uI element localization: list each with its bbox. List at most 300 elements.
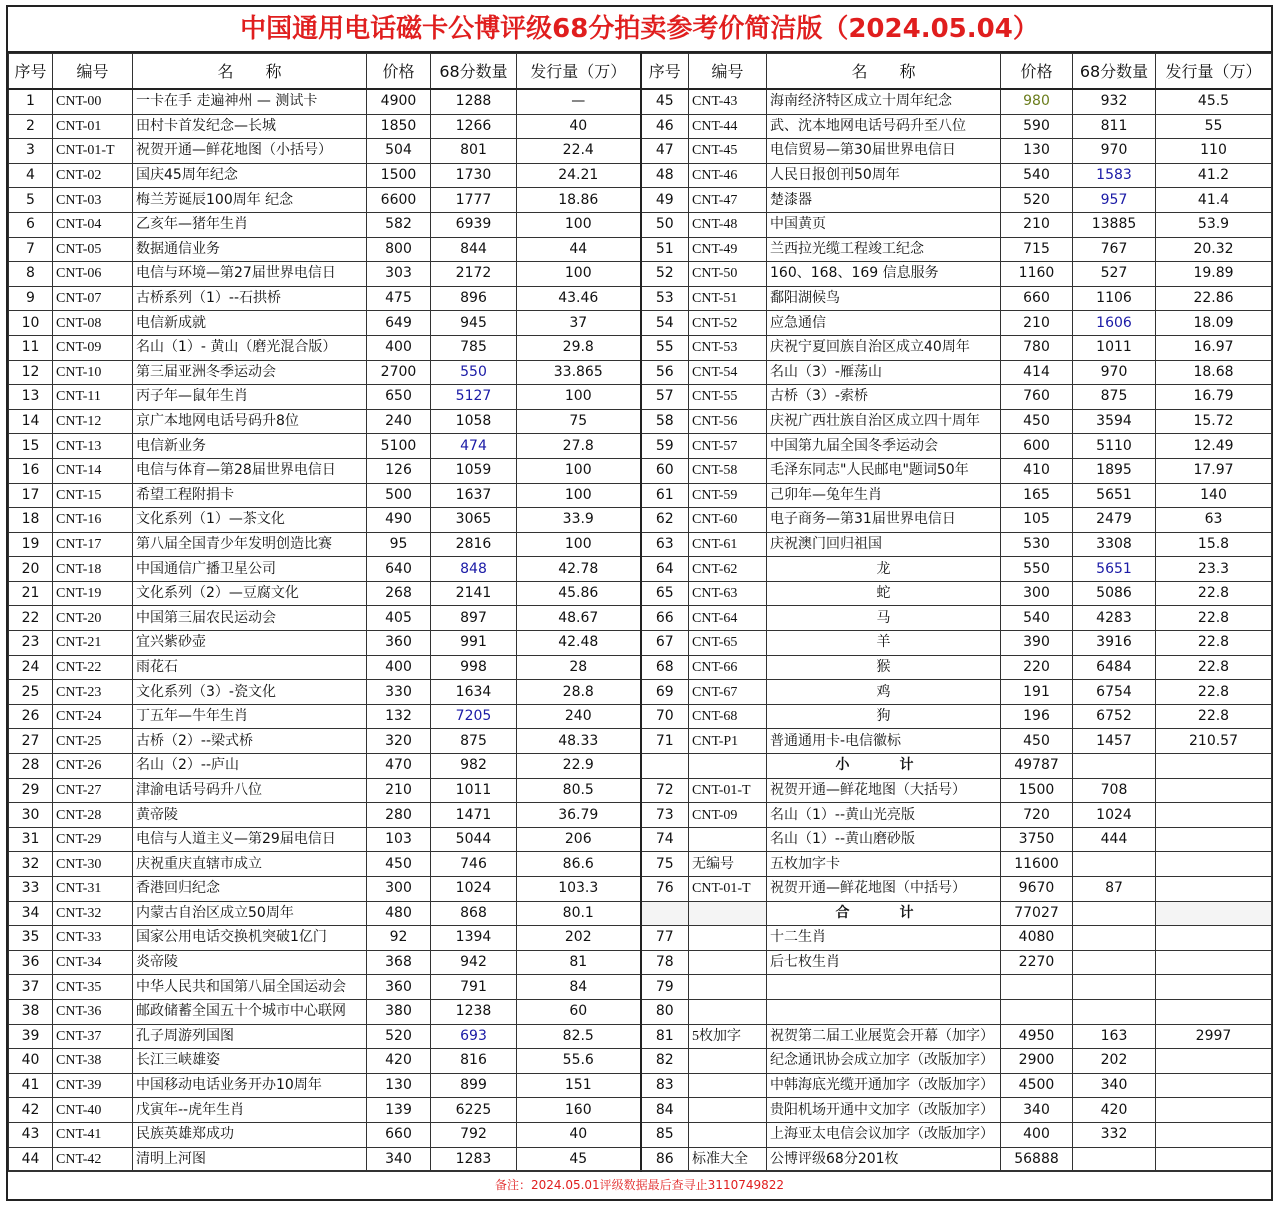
table-row (9, 434, 1272, 459)
card-qty: 163 (1073, 1024, 1156, 1049)
header-no: 序号 (641, 54, 689, 90)
row-number: 30 (9, 803, 53, 828)
card-price: 6600 (367, 188, 431, 213)
card-code: CNT-66 (689, 655, 767, 680)
card-issue: 22.4 (517, 139, 641, 164)
card-name: 一卡在手 走遍神州 — 测试卡 (133, 89, 367, 114)
card-name (767, 999, 1001, 1024)
card-qty (1073, 926, 1156, 951)
card-price: 210 (367, 778, 431, 803)
table-row (9, 483, 1272, 508)
empty-cell (689, 901, 767, 926)
card-price: 303 (367, 262, 431, 287)
card-issue: 110 (1156, 139, 1272, 164)
card-price: 280 (367, 803, 431, 828)
header-qty: 68分数量 (431, 54, 517, 90)
table-row (9, 360, 1272, 385)
row-number: 48 (641, 163, 689, 188)
card-issue: 45.86 (517, 581, 641, 606)
card-name: 香港回归纪念 (133, 877, 367, 902)
card-name: 普通通用卡-电信徽标 (767, 729, 1001, 754)
card-qty: 13885 (1073, 212, 1156, 237)
card-price: 504 (367, 139, 431, 164)
card-qty: 1777 (431, 188, 517, 213)
card-code: CNT-65 (689, 631, 767, 656)
table-row (9, 1024, 1272, 1049)
table-row (9, 950, 1272, 975)
empty-cell (1073, 754, 1156, 779)
card-issue: 100 (517, 458, 641, 483)
card-qty: 998 (431, 655, 517, 680)
table-row (9, 581, 1272, 606)
header-issue: 发行量（万） (517, 54, 641, 90)
card-price: 600 (1001, 434, 1073, 459)
card-code (689, 1049, 767, 1074)
table-row (9, 311, 1272, 336)
card-issue (1156, 1049, 1272, 1074)
card-qty: 1730 (431, 163, 517, 188)
card-price: 95 (367, 532, 431, 557)
card-price: 649 (367, 311, 431, 336)
card-name: 宜兴紫砂壶 (133, 631, 367, 656)
card-qty (1073, 852, 1156, 877)
card-price: 340 (1001, 1098, 1073, 1123)
card-code: CNT-62 (689, 557, 767, 582)
card-price: 520 (367, 1024, 431, 1049)
card-issue: 18.68 (1156, 360, 1272, 385)
card-issue: 28.8 (517, 680, 641, 705)
card-price: 490 (367, 508, 431, 533)
card-name: 雨花石 (133, 655, 367, 680)
card-qty: 3065 (431, 508, 517, 533)
table-row (9, 754, 1272, 779)
card-issue (1156, 852, 1272, 877)
row-number: 8 (9, 262, 53, 287)
card-issue: 84 (517, 975, 641, 1000)
card-issue (1156, 950, 1272, 975)
card-name: 田村卡首发纪念—长城 (133, 114, 367, 139)
row-number: 27 (9, 729, 53, 754)
row-number: 25 (9, 680, 53, 705)
subtotal-value: 49787 (1001, 754, 1073, 779)
card-qty: 746 (431, 852, 517, 877)
row-number: 24 (9, 655, 53, 680)
card-code: CNT-58 (689, 458, 767, 483)
row-number: 1 (9, 89, 53, 114)
card-price: 480 (367, 901, 431, 926)
card-issue (1156, 1098, 1272, 1123)
card-name: 160、168、169 信息服务 (767, 262, 1001, 287)
card-price: 360 (367, 631, 431, 656)
row-number: 23 (9, 631, 53, 656)
card-name: 名山（3）-雁荡山 (767, 360, 1001, 385)
card-qty: 420 (1073, 1098, 1156, 1123)
card-price: 3750 (1001, 827, 1073, 852)
card-name: 国庆45周年纪念 (133, 163, 367, 188)
card-qty: 816 (431, 1049, 517, 1074)
card-issue: 22.8 (1156, 606, 1272, 631)
row-number: 4 (9, 163, 53, 188)
row-number: 80 (641, 999, 689, 1024)
table-row (9, 926, 1272, 951)
card-name: 数据通信业务 (133, 237, 367, 262)
card-qty: 87 (1073, 877, 1156, 902)
header-price: 价格 (367, 54, 431, 90)
row-number: 18 (9, 508, 53, 533)
card-name: 人民日报创刊50周年 (767, 163, 1001, 188)
card-issue: 45 (517, 1147, 641, 1172)
card-price: 92 (367, 926, 431, 951)
card-code: CNT-21 (53, 631, 133, 656)
card-price: 470 (367, 754, 431, 779)
card-price: 9670 (1001, 877, 1073, 902)
card-price: 500 (367, 483, 431, 508)
card-issue: 33.9 (517, 508, 641, 533)
card-name: 文化系列（3）-瓷文化 (133, 680, 367, 705)
card-issue (1156, 926, 1272, 951)
card-name: 文化系列（2）—豆腐文化 (133, 581, 367, 606)
card-issue: 100 (517, 212, 641, 237)
card-code: CNT-44 (689, 114, 767, 139)
row-number: 39 (9, 1024, 53, 1049)
page-title: 中国通用电话磁卡公博评级68分拍卖参考价简洁版（2024.05.04） (8, 7, 1271, 53)
card-name: 黄帝陵 (133, 803, 367, 828)
card-code: 标准大全 (689, 1147, 767, 1172)
card-code: CNT-31 (53, 877, 133, 902)
card-price: 4500 (1001, 1073, 1073, 1098)
table-row (9, 803, 1272, 828)
card-code: CNT-00 (53, 89, 133, 114)
card-name: 电信新业务 (133, 434, 367, 459)
card-qty: 1606 (1073, 311, 1156, 336)
row-number: 41 (9, 1073, 53, 1098)
row-number: 75 (641, 852, 689, 877)
card-code: CNT-41 (53, 1122, 133, 1147)
card-issue: 28 (517, 655, 641, 680)
row-number: 5 (9, 188, 53, 213)
row-number: 47 (641, 139, 689, 164)
empty-cell (641, 754, 689, 779)
card-issue: 206 (517, 827, 641, 852)
card-issue: 18.09 (1156, 311, 1272, 336)
card-price: 720 (1001, 803, 1073, 828)
row-number: 50 (641, 212, 689, 237)
row-number: 68 (641, 655, 689, 680)
card-issue (1156, 827, 1272, 852)
card-issue: 22.8 (1156, 704, 1272, 729)
card-issue: 43.46 (517, 286, 641, 311)
card-qty: 1471 (431, 803, 517, 828)
card-code: CNT-08 (53, 311, 133, 336)
card-name: 鄱阳湖候鸟 (767, 286, 1001, 311)
card-code: CNT-26 (53, 754, 133, 779)
table-row (9, 237, 1272, 262)
card-issue: 15.72 (1156, 409, 1272, 434)
row-number: 26 (9, 704, 53, 729)
card-code: CNT-09 (689, 803, 767, 828)
card-qty: 844 (431, 237, 517, 262)
card-name: 电信贸易—第30届世界电信日 (767, 139, 1001, 164)
table-row (9, 1122, 1272, 1147)
card-price (1001, 999, 1073, 1024)
row-number: 13 (9, 385, 53, 410)
card-code: CNT-63 (689, 581, 767, 606)
card-issue: 22.8 (1156, 655, 1272, 680)
card-code: 无编号 (689, 852, 767, 877)
card-price: 640 (367, 557, 431, 582)
table-row (9, 975, 1272, 1000)
table-row (9, 139, 1272, 164)
card-price: 4080 (1001, 926, 1073, 951)
card-issue (1156, 999, 1272, 1024)
card-price: 220 (1001, 655, 1073, 680)
card-qty: 991 (431, 631, 517, 656)
card-price: 103 (367, 827, 431, 852)
table-row (9, 1147, 1272, 1172)
card-name: 国家公用电话交换机突破1亿门 (133, 926, 367, 951)
row-number: 31 (9, 827, 53, 852)
card-price: 5100 (367, 434, 431, 459)
card-price: 330 (367, 680, 431, 705)
card-price: 660 (367, 1122, 431, 1147)
card-issue: 42.48 (517, 631, 641, 656)
row-number: 84 (641, 1098, 689, 1123)
card-name: 古桥（2）--梁式桥 (133, 729, 367, 754)
card-name: 庆祝重庆直辖市成立 (133, 852, 367, 877)
card-qty: 6484 (1073, 655, 1156, 680)
card-issue: 27.8 (517, 434, 641, 459)
card-qty: 896 (431, 286, 517, 311)
card-price: 400 (367, 335, 431, 360)
card-qty: 899 (431, 1073, 517, 1098)
row-number: 76 (641, 877, 689, 902)
card-qty: 785 (431, 335, 517, 360)
card-issue: 81 (517, 950, 641, 975)
card-qty: 1024 (1073, 803, 1156, 828)
card-code: CNT-24 (53, 704, 133, 729)
card-price: 540 (1001, 606, 1073, 631)
card-name: 戊寅年--虎年生肖 (133, 1098, 367, 1123)
row-number: 12 (9, 360, 53, 385)
row-number: 38 (9, 999, 53, 1024)
table-row (9, 458, 1272, 483)
card-name: 公博评级68分201枚 (767, 1147, 1001, 1172)
card-code (689, 926, 767, 951)
card-issue: 140 (1156, 483, 1272, 508)
card-name: 电信新成就 (133, 311, 367, 336)
card-code: CNT-01 (53, 114, 133, 139)
card-code (689, 1073, 767, 1098)
card-issue: 100 (517, 385, 641, 410)
card-name: 文化系列（1）—茶文化 (133, 508, 367, 533)
card-qty: 340 (1073, 1073, 1156, 1098)
card-name: 祝贺开通—鲜花地图（小括号） (133, 139, 367, 164)
card-issue: 41.4 (1156, 188, 1272, 213)
card-name: 鸡 (767, 680, 1001, 705)
table-row (9, 729, 1272, 754)
row-number: 86 (641, 1147, 689, 1172)
table-row (9, 557, 1272, 582)
table-row (9, 89, 1272, 114)
card-price: 2270 (1001, 950, 1073, 975)
card-qty: 1011 (1073, 335, 1156, 360)
table-row (9, 212, 1272, 237)
card-code: CNT-13 (53, 434, 133, 459)
card-code: CNT-02 (53, 163, 133, 188)
card-issue: 75 (517, 409, 641, 434)
card-qty: 1238 (431, 999, 517, 1024)
card-price: 1500 (367, 163, 431, 188)
card-code: CNT-51 (689, 286, 767, 311)
header-qty: 68分数量 (1073, 54, 1156, 90)
table-row (9, 262, 1272, 287)
card-price: 210 (1001, 311, 1073, 336)
table-row (9, 655, 1272, 680)
card-qty: 1283 (431, 1147, 517, 1172)
card-issue (1156, 803, 1272, 828)
row-number: 37 (9, 975, 53, 1000)
card-qty: 1637 (431, 483, 517, 508)
row-number: 43 (9, 1122, 53, 1147)
card-issue: 48.33 (517, 729, 641, 754)
card-price: 4950 (1001, 1024, 1073, 1049)
card-price: 450 (1001, 409, 1073, 434)
card-price: 590 (1001, 114, 1073, 139)
card-name: 中国移动电话业务开办10周年 (133, 1073, 367, 1098)
card-price: 210 (1001, 212, 1073, 237)
card-price: 1500 (1001, 778, 1073, 803)
row-number: 16 (9, 458, 53, 483)
card-code: CNT-11 (53, 385, 133, 410)
card-code: CNT-16 (53, 508, 133, 533)
card-price: 400 (1001, 1122, 1073, 1147)
card-code: CNT-22 (53, 655, 133, 680)
card-issue: 42.78 (517, 557, 641, 582)
card-code: CNT-47 (689, 188, 767, 213)
card-issue: 86.6 (517, 852, 641, 877)
card-price (1001, 975, 1073, 1000)
card-code: CNT-33 (53, 926, 133, 951)
card-qty: 1394 (431, 926, 517, 951)
card-name (767, 975, 1001, 1000)
card-qty: 6225 (431, 1098, 517, 1123)
card-qty: 2479 (1073, 508, 1156, 533)
row-number: 3 (9, 139, 53, 164)
row-number: 67 (641, 631, 689, 656)
card-qty: 5044 (431, 827, 517, 852)
card-issue (1156, 877, 1272, 902)
card-name: 纪念通讯协会成立加字（改版加字） (767, 1049, 1001, 1074)
card-name: 中国第九届全国冬季运动会 (767, 434, 1001, 459)
card-qty: 791 (431, 975, 517, 1000)
table-row (9, 631, 1272, 656)
card-qty: 2141 (431, 581, 517, 606)
card-code: CNT-09 (53, 335, 133, 360)
row-number: 36 (9, 950, 53, 975)
card-name: 贵阳机场开通中文加字（改版加字） (767, 1098, 1001, 1123)
card-issue: 53.9 (1156, 212, 1272, 237)
card-code: CNT-35 (53, 975, 133, 1000)
price-sheet (6, 5, 1273, 1201)
row-number: 28 (9, 754, 53, 779)
card-price: 414 (1001, 360, 1073, 385)
card-code: CNT-10 (53, 360, 133, 385)
table-row (9, 901, 1272, 926)
card-name: 长江三峡雄姿 (133, 1049, 367, 1074)
card-issue: 202 (517, 926, 641, 951)
card-issue: 17.97 (1156, 458, 1272, 483)
card-name: 毛泽东同志"人民邮电"题词50年 (767, 458, 1001, 483)
card-name: 中韩海底光缆开通加字（改版加字） (767, 1073, 1001, 1098)
row-number: 62 (641, 508, 689, 533)
card-issue (1156, 975, 1272, 1000)
table-row (9, 680, 1272, 705)
row-number: 9 (9, 286, 53, 311)
row-number: 78 (641, 950, 689, 975)
card-price: 380 (367, 999, 431, 1024)
card-issue: 100 (517, 483, 641, 508)
header-row (9, 54, 1272, 90)
card-qty: 945 (431, 311, 517, 336)
table-row (9, 778, 1272, 803)
row-number: 60 (641, 458, 689, 483)
row-number: 54 (641, 311, 689, 336)
card-price: 320 (367, 729, 431, 754)
card-qty: 4283 (1073, 606, 1156, 631)
row-number: 59 (641, 434, 689, 459)
card-qty: 5651 (1073, 557, 1156, 582)
card-code: CNT-P1 (689, 729, 767, 754)
card-name: 武、沈本地网电话号码升至八位 (767, 114, 1001, 139)
card-issue: 63 (1156, 508, 1272, 533)
card-code: CNT-54 (689, 360, 767, 385)
table-row (9, 999, 1272, 1024)
row-number: 22 (9, 606, 53, 631)
card-name: 京广本地网电话号码升8位 (133, 409, 367, 434)
table-row (9, 335, 1272, 360)
card-code (689, 950, 767, 975)
empty-cell (1156, 901, 1272, 926)
card-code: CNT-06 (53, 262, 133, 287)
table-body (9, 54, 1272, 1172)
card-qty: 1024 (431, 877, 517, 902)
card-issue: 55.6 (517, 1049, 641, 1074)
row-number: 83 (641, 1073, 689, 1098)
card-price: 760 (1001, 385, 1073, 410)
card-qty: 811 (1073, 114, 1156, 139)
card-price: 4900 (367, 89, 431, 114)
card-code: 5枚加字 (689, 1024, 767, 1049)
empty-cell (689, 754, 767, 779)
card-code: CNT-49 (689, 237, 767, 262)
card-qty: 7205 (431, 704, 517, 729)
card-price: 450 (1001, 729, 1073, 754)
card-price: 582 (367, 212, 431, 237)
card-code: CNT-38 (53, 1049, 133, 1074)
row-number: 2 (9, 114, 53, 139)
table-row (9, 1049, 1272, 1074)
row-number: 74 (641, 827, 689, 852)
card-code: CNT-64 (689, 606, 767, 631)
row-number: 66 (641, 606, 689, 631)
row-number: 29 (9, 778, 53, 803)
card-issue: 240 (517, 704, 641, 729)
table-row (9, 1073, 1272, 1098)
card-name: 蛇 (767, 581, 1001, 606)
card-code: CNT-29 (53, 827, 133, 852)
card-price: 520 (1001, 188, 1073, 213)
card-issue: 80.5 (517, 778, 641, 803)
